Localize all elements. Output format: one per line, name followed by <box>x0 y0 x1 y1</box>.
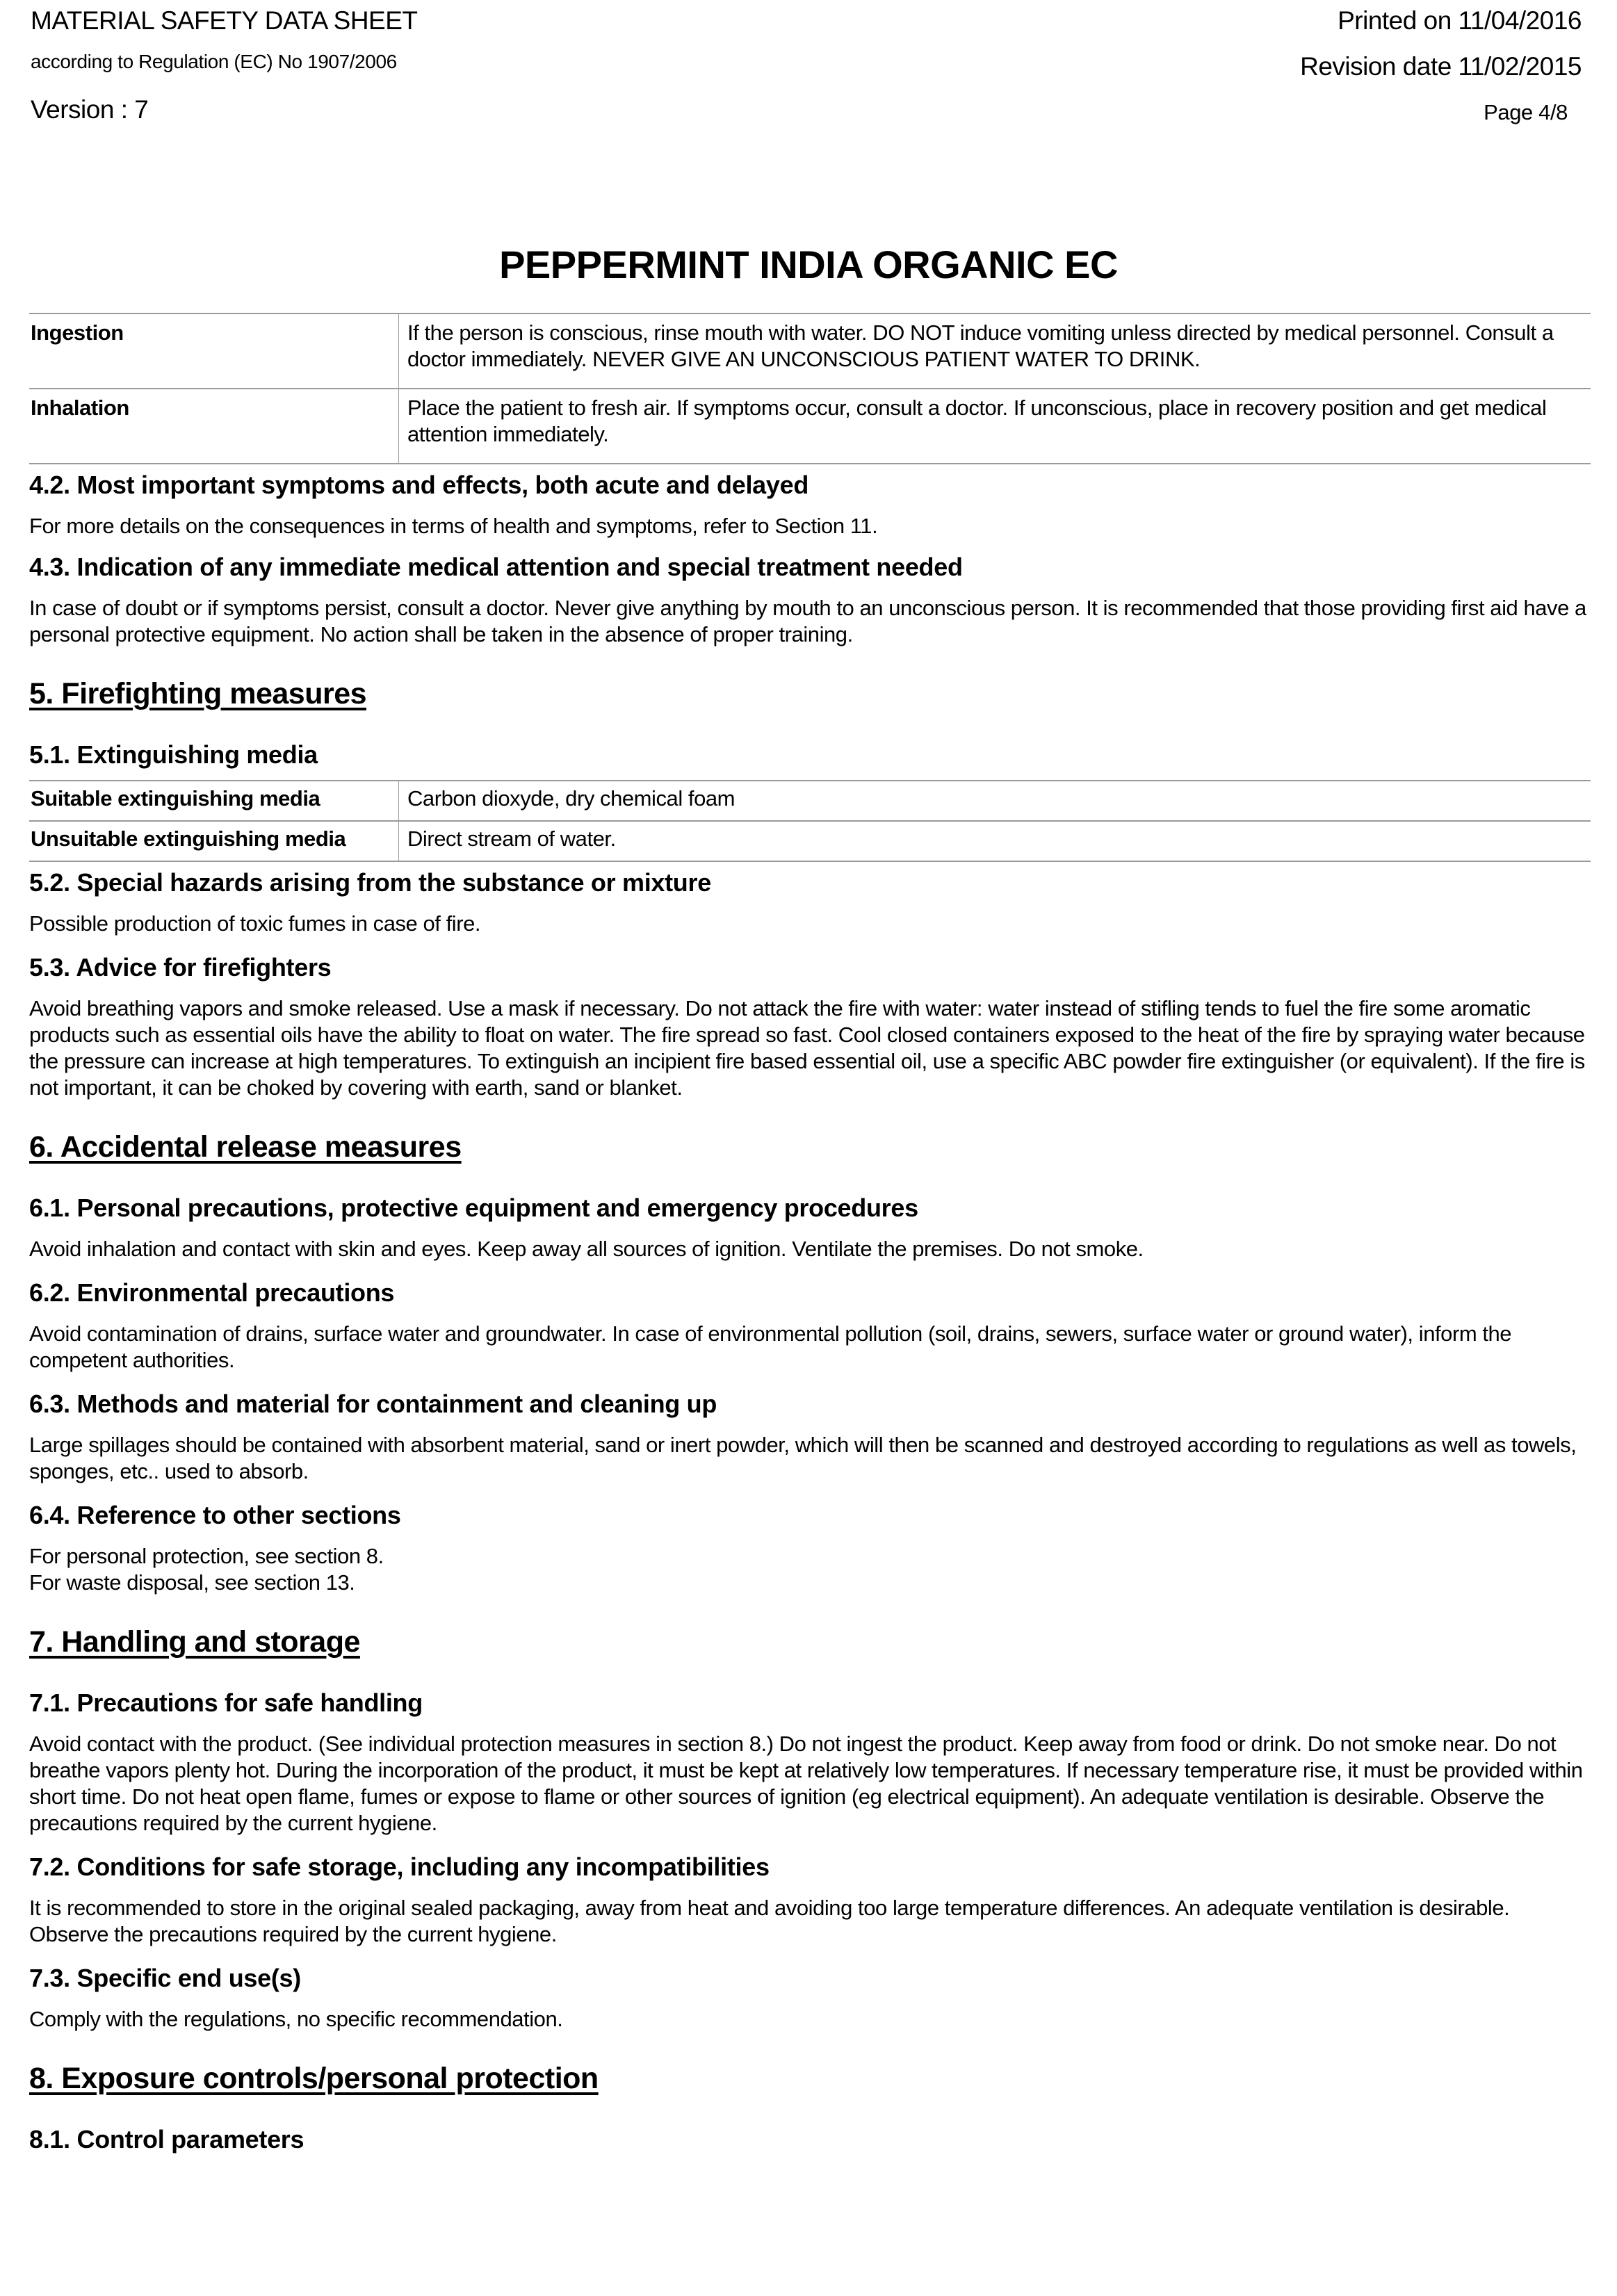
section-6-4-line-2: For waste disposal, see section 13. <box>29 1570 355 1595</box>
printed-date: Printed on 11/04/2016 <box>1338 6 1582 35</box>
table-row <box>29 781 1591 821</box>
section-6-1-heading: 6.1. Personal precautions, protective equipment and emergency procedures <box>29 1194 918 1222</box>
revision-date: Revision date 11/02/2015 <box>1300 52 1582 81</box>
table-row <box>29 821 1591 861</box>
section-7-heading <box>29 1624 1591 1660</box>
section-5-2-text: Possible production of toxic fumes in case of fire. <box>29 911 481 936</box>
section-6-heading <box>29 1129 1591 1165</box>
media-text: Direct stream of water. <box>399 821 1591 861</box>
first-aid-text: If the person is conscious, rinse mouth with water. DO NOT induce vomiting unless directed by medical personnel. Consult a doctor immediately. NEVER GIVE AN UNCONSCIOUS PATIENT WATER TO DRINK. <box>399 314 1591 389</box>
document-body <box>29 313 1591 2155</box>
section-4-2-heading: 4.2. Most important symptoms and effects, both acute and delayed <box>29 471 809 499</box>
document-title: MATERIAL SAFETY DATA SHEET <box>31 6 418 35</box>
regulation-reference: according to Regulation (EC) No 1907/2006 <box>31 51 397 72</box>
header-left <box>31 6 418 125</box>
section-4-3-heading: 4.3. Indication of any immediate medical attention and special treatment needed <box>29 553 963 581</box>
extinguishing-media-table <box>29 780 1591 862</box>
media-label: Suitable extinguishing media <box>29 781 399 821</box>
table-row <box>29 389 1591 464</box>
section-4-3-text: In case of doubt or if symptoms persist, consult a doctor. Never give anything by mouth to an unconscious person. It is recommended that those providing first aid have a personal protective equipment. No action shall be taken in the absence of proper training. <box>29 596 1586 646</box>
section-6-4-line-1: For personal protection, see section 8. <box>29 1544 384 1568</box>
media-label: Unsuitable extinguishing media <box>29 821 399 861</box>
section-6-1-text: Avoid inhalation and contact with skin and eyes. Keep away all sources of ignition. Ventilate the premises. Do not smoke. <box>29 1237 1144 1261</box>
section-7-2-heading: 7.2. Conditions for safe storage, including any incompatibilities <box>29 1853 770 1881</box>
header-right <box>1300 6 1582 127</box>
section-6-3-heading: 6.3. Methods and material for containment and cleaning up <box>29 1390 717 1418</box>
section-7-2-text: It is recommended to store in the original sealed packaging, away from heat and avoiding too large temperature differences. An adequate ventilation is desirable. Observe the precautions required by the current hygiene. <box>29 1896 1510 1946</box>
section-7-1-heading: 7.1. Precautions for safe handling <box>29 1688 423 1717</box>
table-row <box>29 314 1591 389</box>
first-aid-table <box>29 313 1591 464</box>
page-number: Page 4/8 <box>1484 100 1568 124</box>
version-label: Version : 7 <box>31 95 149 124</box>
section-4-2-text: For more details on the consequences in terms of health and symptoms, refer to Section 11. <box>29 514 878 538</box>
section-5-2-heading: 5.2. Special hazards arising from the substance or mixture <box>29 868 711 897</box>
section-6-title: 6. Accidental release measures <box>29 1130 462 1164</box>
section-7-3-text: Comply with the regulations, no specific recommendation. <box>29 2007 563 2031</box>
section-6-3-text: Large spillages should be contained with absorbent material, sand or inert powder, which will then be scanned and destroyed according to regulations as well as towels, sponges, etc.. used to absorb. <box>29 1433 1577 1483</box>
first-aid-label: Inhalation <box>29 389 399 464</box>
media-text: Carbon dioxyde, dry chemical foam <box>399 781 1591 821</box>
first-aid-text: Place the patient to fresh air. If symptoms occur, consult a doctor. If unconscious, place in recovery position and get medical attention immediately. <box>399 389 1591 464</box>
section-8-heading <box>29 2060 1591 2096</box>
section-5-3-text: Avoid breathing vapors and smoke released. Use a mask if necessary. Do not attack the fire with water: water instead of stifling tends to fuel the fire some aromatic products such as essential oils have the ability to float on water. The fire spread so fast. Cool closed containers exposed to the heat of the fire by spraying water because the pressure can increase at high temperatures. To extinguish an incipient fire based essential oil, use a specific ABC powder fire extinguisher (or equivalent). If the fire is not important, it can be choked by covering with earth, sand or blanket. <box>29 996 1585 1100</box>
section-5-3-heading: 5.3. Advice for firefighters <box>29 953 332 982</box>
section-7-title: 7. Handling and storage <box>29 1625 360 1659</box>
section-8-1-heading: 8.1. Control parameters <box>29 2125 304 2153</box>
section-7-1-text: Avoid contact with the product. (See individual protection measures in section 8.) Do not ingest the product. Keep away from food or drink. Do not smoke near. Do not breathe vapors plenty hot. During the incorporation of the product, it must be kept at relatively low temperatures. If necessary temperature rise, it must be provided within short time. Do not heat open flame, fumes or expose to flame or other sources of ignition (eg electrical equipment). An adequate ventilation is desirable. Observe the precautions required by the current hygiene. <box>29 1732 1583 1835</box>
product-name: PEPPERMINT INDIA ORGANIC EC <box>499 243 1118 286</box>
section-8-title: 8. Exposure controls/personal protection <box>29 2062 599 2095</box>
section-6-2-text: Avoid contamination of drains, surface water and groundwater. In case of environmental pollution (soil, drains, sewers, surface water or ground water), inform the competent authorities. <box>29 1321 1512 1372</box>
section-5-title: 5. Firefighting measures <box>29 677 367 710</box>
section-5-heading <box>29 676 1591 712</box>
first-aid-label: Ingestion <box>29 314 399 389</box>
section-7-3-heading: 7.3. Specific end use(s) <box>29 1964 301 1992</box>
section-6-2-heading: 6.2. Environmental precautions <box>29 1278 395 1307</box>
section-6-4-heading: 6.4. Reference to other sections <box>29 1501 401 1529</box>
section-5-1-heading: 5.1. Extinguishing media <box>29 740 318 769</box>
